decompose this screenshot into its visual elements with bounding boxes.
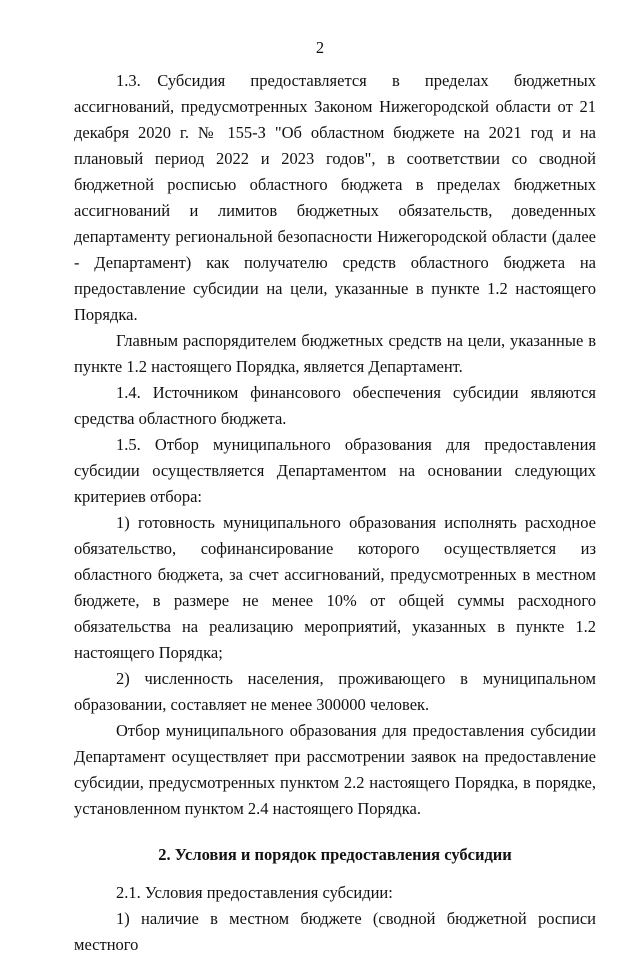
paragraph-criterion-2: 2) численность населения, проживающего в муниципальном образовании, составляет не менее 300000 человек. (74, 669, 596, 714)
document-body (74, 68, 596, 958)
paragraph-2-1: 2.1. Условия предоставления субсидии: (116, 883, 393, 902)
paragraph-1-4: 1.4. Источником финансового обеспечения субсидии являются средства областного бюджета. (74, 383, 596, 428)
paragraph-selection: Отбор муниципального образования для предоставления субсидии Департамент осуществляет при рассмотрении заявок на предоставление субсидии, предусмотренных пунктом 2.2 настоящего Порядка, в порядке, установленном пунктом 2.4 настоящего Порядка. (74, 721, 596, 818)
paragraph-condition-1: 1) наличие в местном бюджете (сводной бюджетной росписи местного (74, 909, 596, 954)
page-number: 2 (315, 38, 325, 57)
paragraph-criterion-1: 1) готовность муниципального образования исполнять расходное обязательство, софинансирование которого осуществляется из областного бюджета, за счет ассигнований, предусмотренных в местном бюджете, в размере не менее 10% от общей суммы расходного обязательства на реализацию мероприятий, указанных в пункте 1.2 настоящего Порядка; (74, 513, 596, 662)
section-title: 2. Условия и порядок предоставления субсидии (158, 845, 512, 864)
paragraph-1-5: 1.5. Отбор муниципального образования для предоставления субсидии осуществляется Департаментом на основании следующих критериев отбора: (74, 435, 596, 506)
paragraph-1-3: 1.3. Субсидия предоставляется в пределах бюджетных ассигнований, предусмотренных Законом Нижегородской области от 21 декабря 2020 г. № 155-З "Об областном бюджете на 2021 год и на плановый период 2022 и 2023 годов", в соответствии со сводной бюджетной росписью областного бюджета в пределах бюджетных ассигнований и лимитов бюджетных обязательств, доведенных департаменту региональной безопасности Нижегородской области (далее - Департамент) как получателю средств областного бюджета на предоставление субсидии на цели, указанные в пункте 1.2 настоящего Порядка. (74, 71, 596, 324)
paragraph-main-manager: Главным распорядителем бюджетных средств на цели, указанные в пункте 1.2 настоящего Порядка, является Департамент. (74, 331, 596, 376)
